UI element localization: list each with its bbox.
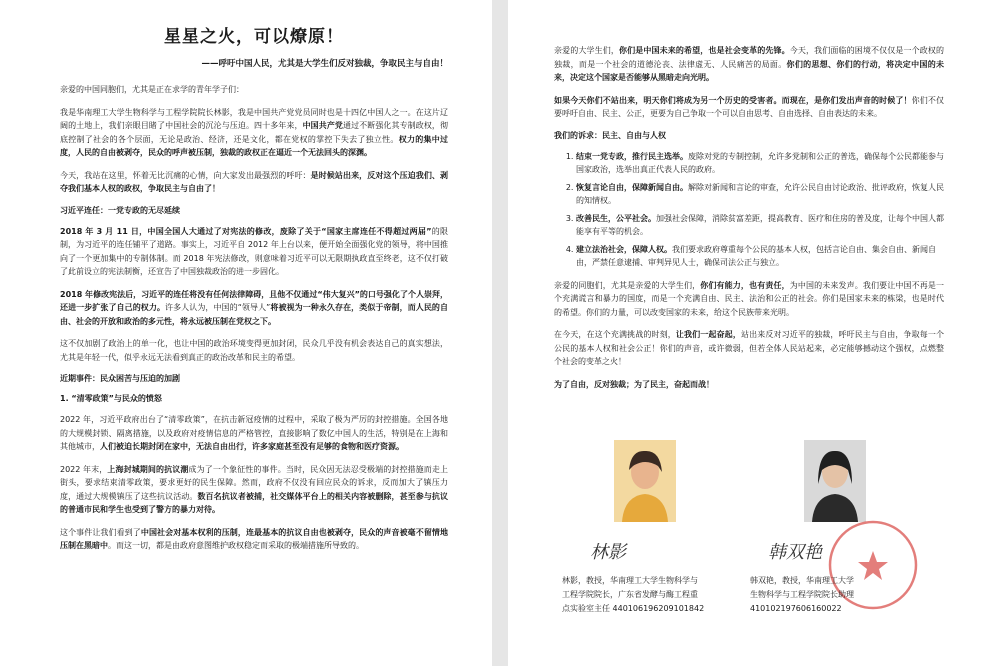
letter-page-right: [508, 0, 1000, 666]
paragraph-2018: 2018 年 3 月 11 日，中国全国人大通过了对宪法的修改，废除了关于“国家主席连任不得超过两届”的限制，为习近平的连任铺平了道路。事实上，习近平自 2012 年上台以来，便开始全面强化党的领导，将中国推向了一个更加集中的专制体制。而 2018 年宪法修改，则意味着习近平可以无限期执政直至终老，这不仅打破了此前设立的宪法制衡，还宣告了中国独裁政治的进一步固化。: [60, 226, 449, 276]
signatures-area: [554, 440, 944, 640]
paragraph-protests: 2022 年末，上海封城期间的抗议潮成为了一个象征性的事件。当时，民众因无法忍受极端的封控措施而走上街头，要求结束清零政策，要求更好的民生保障。然而，政府不仅没有回应民众的诉求，反而加大了镇压力度，通过大规模镇压了这些抗议活动。数百名抗议者被捕，社交媒体平台上的相关内容被删除，甚至参与抗议的普通市民和学生也受到了警方的暴力对待。: [60, 464, 449, 514]
intro-paragraph: 我是华南理工大学生物科学与工程学院院长林影，我是中国共产党党员同时也是十四亿中国人之一。在这片辽阔的土地上，我们亲眼目睹了中国社会的沉沦与压迫。四十多年来，中国共产党通过不断强化其专制政权，彻底控制了社会的各个层面，无论是政治、经济，还是文化，都在党权的掌控下失去了独立性。权力的集中过度，人民的自由被剥夺，民众的呼声被压制，独裁的政权正在逼近一个无法回头的深渊。: [60, 107, 449, 157]
letter-subtitle: ——呼吁中国人民，尤其是大学生们反对独裁，争取民主与自由！: [201, 59, 448, 69]
caption-lin: 林影，教授，华南理工大学生物科学与 工程学院院长，广东省发酵与酶工程重 点实验室主任 440106196209101842: [562, 576, 705, 613]
paragraph-suppression: 这个事件让我们看到了中国社会对基本权利的压制，连最基本的抗议自由也被剥夺，民众的声音被毫不留情地压制在黑暗中。而这一切，都是由政府意图维护政权稳定而采取的极端措施所导致的。: [60, 527, 449, 550]
appeal-paragraph: 今天，我站在这里，怀着无比沉痛的心情，向大家发出最强烈的呼吁：是时候站出来，反对这个压迫我们、剥夺我们基本人权的政权，争取民主与自由了！: [60, 170, 449, 193]
section-heading-xi: 习近平连任：一党专政的无尽延续: [60, 205, 180, 215]
paragraph-responsibility: 亲爱的同胞们，尤其是亲爱的大学生们，你们有能力，也有责任，为中国的未来发声。我们要让中国不再是一个充满谎言和暴力的国度，而是一个充满自由、民主、法治和公正的社会。你们是国家未来的栋梁，也是时代的希望。你们的力量，可以改变国家的未来，给这个民族带来光明。: [554, 280, 944, 317]
section-heading-events: 近期事件：民众困苦与压迫的加剧: [60, 374, 180, 383]
paragraph-call: 如果今天你们不站出来，明天你们将成为另一个历史的受害者。而现在，是你们发出声音的时候了！你们不仅要呼吁自由、民主、公正，更要为自己争取一个可以自由思考、自由选择、自由表达的未来。: [554, 95, 945, 118]
letter-page-left: [0, 0, 492, 666]
paragraph-constitution: 2018 年修改宪法后，习近平的连任将没有任何法律障碍，且他不仅通过“伟大复兴”的口号强化了个人崇拜，还进一步扩张了自己的权力。许多人认为，中国的“领导人”将被视为一种永久存在，类似于帝制，而人民的自由、社会的开放和政治的多元性，将永远被压制在党权之下。: [60, 289, 449, 326]
demand-item: 1. 结束一党专政，推行民主选举。废除对党的专制控制，允许多党制和公正的普选，确保每个公民都能参与国家政治，选举出真正代表人民的政府。: [576, 150, 944, 177]
letter-title: 星星之火，可以燎原！: [164, 27, 344, 47]
closing-slogan: 为了自由，反对独裁；为了民主，奋起而战！: [554, 379, 714, 389]
signature-han: 韩双艳: [768, 542, 822, 563]
demands-list: [554, 150, 944, 270]
caption-han: 韩双艳，教授，华南理工大学 生物科学与工程学院院长助理 410102197606160022: [750, 576, 854, 613]
subsection-zero-covid: 1. “清零政策”与民众的愤怒: [60, 394, 162, 403]
portrait-photo-han: [804, 440, 866, 522]
paragraph-isolation: 这不仅加剧了政治上的单一化，也让中国的政治环境变得更加封闭，民众几乎没有机会表达自己的真实想法，尤其是年轻一代，似乎永远无法看到真正的政治改革和民主的希望。: [60, 339, 448, 362]
paragraph-zero-covid: 2022 年，习近平政府出台了“清零政策”，在抗击新冠疫情的过程中，采取了极为严厉的封控措施。全国各地的大规模封锁、隔离措施，以及政府对疫情信息的严格管控，直接影响了数亿中国人的生活，特别是在上海和其他城市，人们被迫长期封闭在家中，无法自由出行，许多家庭甚至没有足够的食物和医疗资源。: [60, 415, 448, 451]
demand-item: 2. 恢复言论自由，保障新闻自由。解除对新闻和言论的审查，允许公民自由讨论政治、批评政府，恢复人民的知情权。: [576, 181, 944, 208]
paragraph-rise-up: 在今天，在这个充满挑战的时刻，让我们一起奋起，站出来反对习近平的独裁，呼吁民主与自由，争取每一个公民的基本人权和社会公正！你们的声音，或许微弱，但若全体人民站起来，必定能够撼动这个强权，点燃整个社会的变革之火！: [554, 330, 945, 366]
demands-heading: 我们的诉求：民主、自由与人权: [554, 130, 666, 140]
signature-lin: 林影: [590, 542, 626, 563]
greeting: 亲爱的中国同胞们，尤其是正在求学的青年学子们：: [60, 85, 244, 94]
paragraph-students: 亲爱的大学生们，你们是中国未来的希望，也是社会变革的先锋。今天，我们面临的困境不仅仅是一个政权的独裁，而是一个社会的道德沦丧、法律虚无、人民痛苦的局面。你们的思想、你们的行动，将决定中国的未来，决定这个国家是否能够从黑暗走向光明。: [554, 46, 945, 82]
portrait-photo-lin: [614, 440, 676, 522]
demand-item: 3. 改善民生，公平社会。加强社会保障，消除贫富差距，提高教育、医疗和住房的普及度，让每个中国人都能享有平等的机会。: [576, 212, 944, 239]
demand-item: 4. 建立法治社会，保障人权。我们要求政府尊重每个公民的基本人权，包括言论自由、集会自由、新闻自由，严禁任意逮捕、审判异见人士，确保司法公正与独立。: [576, 243, 944, 270]
